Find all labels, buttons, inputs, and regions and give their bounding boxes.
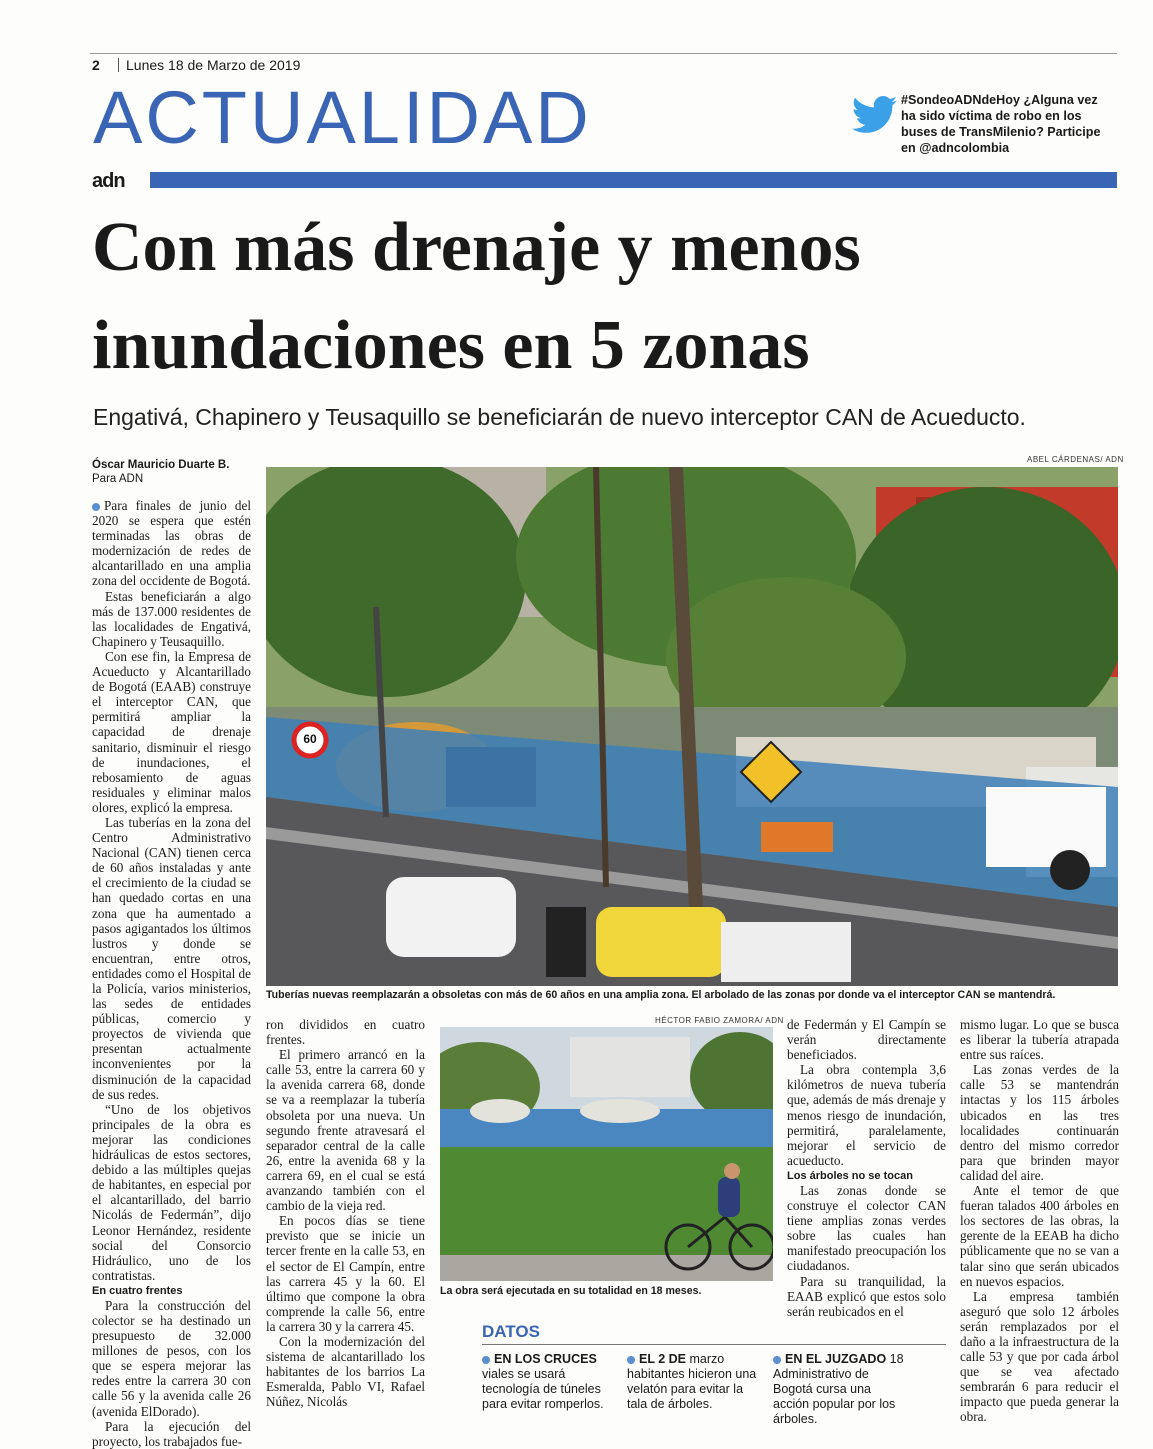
speed-limit-sign: 60 [303, 732, 317, 746]
second-photo-credit: HÉCTOR FABIO ZAMORA/ ADN [655, 1016, 784, 1025]
bullet-icon [92, 503, 100, 511]
paragraph: Ante el temor de que fueran talados 400 árboles en los sectores de las obras, la gerente de la EEAB ha dicho públicamente que no se van a talar sino que serán ubicados en nuevos espacios. [960, 1183, 1119, 1289]
paragraph: “Uno de los objetivos principales de la obra es mejorar las condiciones hidráulicas de estos sectores, debido a las múltiples quejas de habitantes, en especial por el alcantarillado, del barrio Nicolás de Federmán”, dijo Leonor Hernández, residente social del Consorcio Hidráulico, uno de los contratistas. [92, 1101, 251, 1283]
headline-line-2: inundaciones en 5 zonas [92, 307, 810, 384]
second-photo-caption: La obra será ejecutada en su totalidad en 18 meses. [440, 1285, 702, 1297]
column-4 [960, 1017, 1119, 1425]
paragraph: Para la ejecución del proyecto, los trabajados fue- [92, 1418, 251, 1449]
date-separator [118, 58, 119, 72]
adn-logo: adn [92, 170, 125, 192]
main-photo-credit: ABEL CÁRDENAS/ ADN [1027, 455, 1124, 464]
paragraph: Para la construcción del colector se ha destinado un presupuesto de 32.000 millones de pesos, con los que se espera mejorar las redes entre la carrera 30 con calle 56 y la avenida calle 26 (avenida ElDorado). [92, 1297, 251, 1419]
subhead-arboles: Los árboles no se tocan [787, 1169, 913, 1182]
tweet-prompt: #SondeoADNdeHoy ¿Alguna vez ha sido víctima de robo en los buses de TransMilenio? Participe en @adncolombia [901, 93, 1101, 155]
paragraph: Las tuberías en la zona del Centro Administrativo Nacional (CAN) tienen cerca de 60 años instaladas y ante el crecimiento de la ciudad se han quedado cortas en una zona que ha aumentado a pasos agigantados los últimos lustros y donde se encuentran, entre otros, entidades como el Hospital de la Policía, varios ministerios, las sedes de entidades públicas, comercio y proyectos de vivienda que presentan actualmente inconvenientes por la disminución de la capacidad de sus redes. [92, 814, 251, 1102]
paragraph: Para su tranquilidad, la EAAB explicó que estos solo serán reubicados en el [787, 1273, 946, 1319]
paragraph: Con ese fin, la Empresa de Acueducto y Alcantarillado de Bogotá (EAAB) construye el interceptor CAN, que permitirá ampliar la capacidad de drenaje sanitario, disminuir el riesgo de inundaciones, el rebosamiento de aguas residuales y eliminar malos olores, explicó la empresa. [92, 648, 251, 815]
paragraph: En pocos días se tiene previsto que se inicie un tercer frente en la calle 53, en el sector de El Campín, entre las carrera 45 y la 60. El último que compone la obra comprende la calle 56, entre la carrera 30 y la carrera 45. [266, 1213, 425, 1334]
paragraph: Estas beneficiarán a algo más de 137.000 residentes de las localidades de Engativá, Chapinero y Teusaquillo. [92, 588, 251, 649]
second-photo [440, 1027, 773, 1281]
bullet-icon [482, 1356, 490, 1364]
main-photo-caption: Tuberías nuevas reemplazarán a obsoletas con más de 60 años en una amplia zona. El arbolado de las zonas por donde va el interceptor CAN se mantendrá. [266, 989, 1056, 1001]
headline-line-1: Con más drenaje y menos [92, 209, 861, 286]
column-2 [266, 1017, 425, 1409]
paragraph: de Federmán y El Campín se verán directamente beneficiados. [787, 1017, 946, 1063]
subhead-cuatro-frentes: En cuatro frentes [92, 1284, 183, 1297]
paragraph: Las zonas donde se construye el colector CAN tiene amplias zonas verdes sobre las cuales han manifestado preocupación los ciudadanos. [787, 1182, 946, 1274]
paragraph: Para finales de junio del 2020 se espera que estén terminadas las obras de modernización de redes de alcantarillado en una amplia zona del occidente de Bogotá. [92, 498, 251, 589]
column-3 [787, 1017, 946, 1319]
issue-date: Lunes 18 de Marzo de 2019 [126, 57, 301, 73]
paragraph: ron divididos en cuatro frentes. [266, 1017, 425, 1048]
paragraph: Con la modernización del sistema de alcantarillado los habitantes de los barrios La Esmeralda, Pablo VI, Rafael Núñez, Nicolás [266, 1333, 425, 1410]
datos-item-velaton: EL 2 DE marzo habitantes hicieron una velatón para evitar la tala de árboles. [627, 1352, 757, 1411]
bullet-icon [627, 1356, 635, 1364]
datos-title: DATOS [482, 1322, 540, 1341]
datos-rule [482, 1344, 946, 1345]
section-title: ACTUALIDAD [93, 76, 592, 159]
paragraph: La empresa también aseguró que solo 12 árboles serán remplazados por el daño a la infraestructura de la calle 53 y que por cada árbol que se vea afectado sembrarán 6 para reducir el impacto que pueda generar la obra. [960, 1288, 1119, 1425]
top-rule [90, 53, 1117, 54]
datos-item-cruces: EN LOS CRUCES viales se usará tecnología de túneles para evitar romperlos. [482, 1352, 604, 1411]
author-affiliation: Para ADN [92, 473, 144, 485]
author-name: Óscar Mauricio Duarte B. [92, 459, 230, 471]
bullet-icon [773, 1356, 781, 1364]
subheadline: Engativá, Chapinero y Teusaquillo se beneficiarán de nuevo interceptor CAN de Acueducto. [93, 404, 1026, 430]
page-number: 2 [92, 57, 100, 73]
paragraph: La obra contempla 3,6 kilómetros de nueva tubería que, además de más drenaje y menos riesgo de inundación, permitirá, paralelamente, mejorar el servicio de acueducto. [787, 1062, 946, 1168]
main-photo [266, 467, 1118, 986]
paragraph: mismo lugar. Lo que se busca es liberar la tubería atrapada entre sus raíces. [960, 1017, 1119, 1063]
paragraph: Las zonas verdes de la calle 53 se mantendrán intactas y los 115 árboles ubicados en las tres localidades continuarán dentro del mismo corredor para que brinden mayor calidad del aire. [960, 1062, 1119, 1183]
paragraph: El primero arrancó en la calle 53, entre la carrera 60 y la avenida carrera 68, donde se va a reemplazar la tubería obsoleta por una nueva. Un segundo frente atravesará el separador central de la calle 26, entre la avenida 68 y la carrera 69, en el cual se está avanzando también con el cambio de la vieja red. [266, 1047, 425, 1214]
twitter-bird-icon [852, 96, 898, 134]
datos-item-juzgado: EN EL JUZGADO 18 Administrativo de Bogotá cursa una acción popular por los árboles. [773, 1352, 904, 1426]
brand-rule [150, 172, 1117, 188]
column-1 [92, 498, 251, 1449]
